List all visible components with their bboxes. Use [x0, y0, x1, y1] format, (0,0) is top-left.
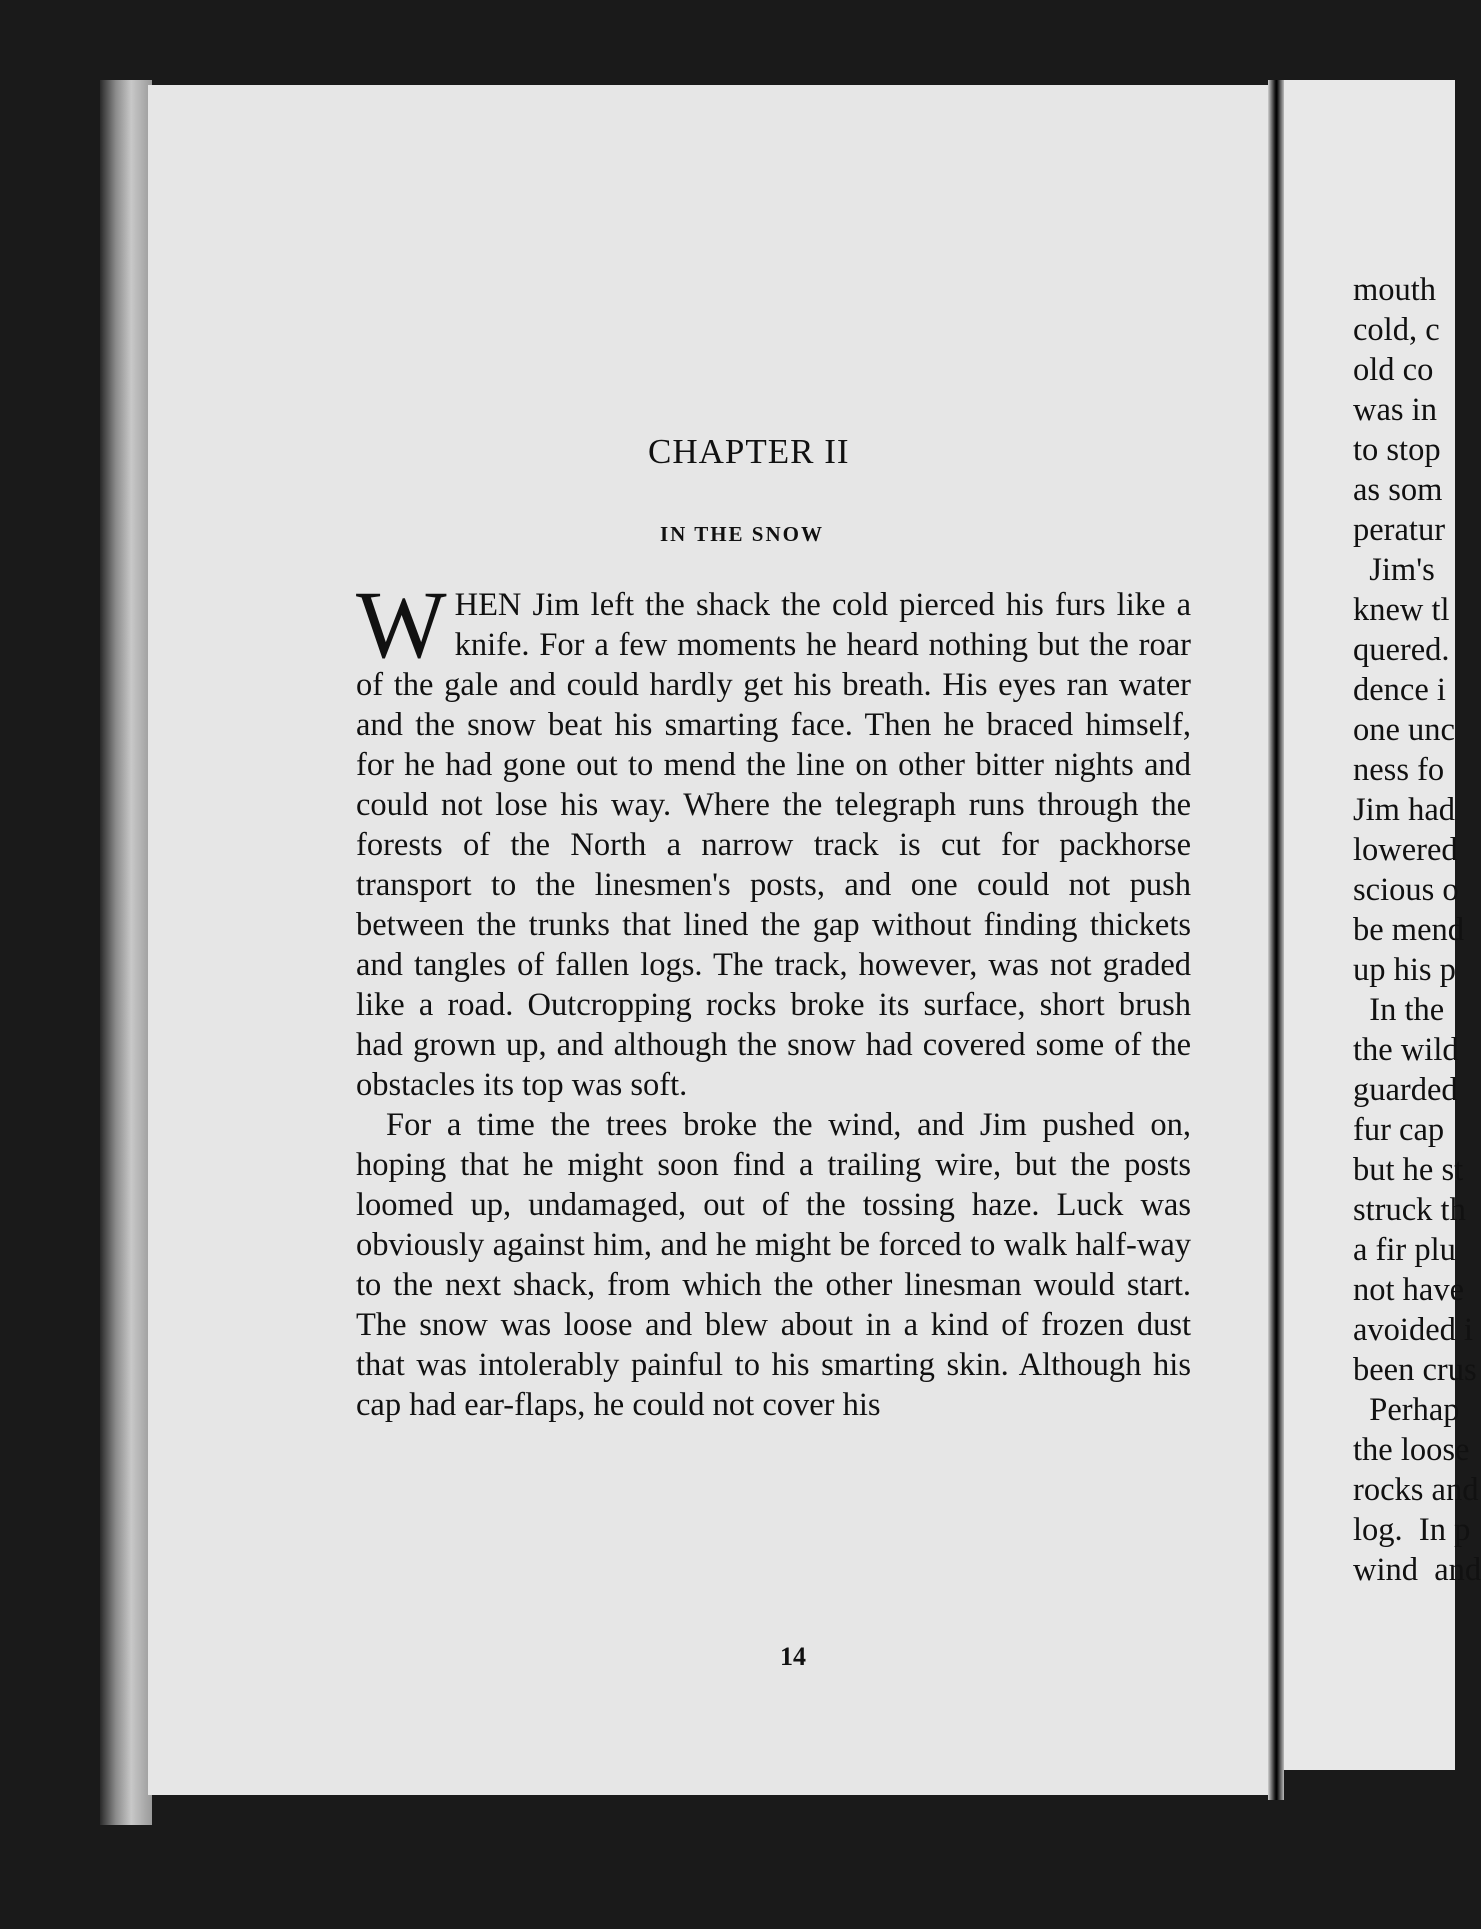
right-page-line: fur cap	[1353, 1112, 1445, 1148]
right-page-line: not have	[1353, 1272, 1465, 1308]
paragraph-2: For a time the trees broke the wind, and Jim pushed on, hoping that he might soon find a trailing wire, but the posts loomed up, undamaged, out of the tossing haze. Luck was obviously against him, and he might be forced to walk half-way to the next shack, from which the other linesman would start. The snow was loose and blew about in a kind of frozen dust that was intolerably painful to his smarting skin. Although his cap had ear-flaps, he could not cover his	[356, 1107, 1191, 1423]
paragraph-1-text: HEN Jim left the shack the cold pierced his furs like a knife. For a few moments he heard nothing but the roar of the gale and could hardly get his breath. His eyes ran water and the snow beat his smarting face. Then he braced himself, for he had gone out to mend the line on other bitter nights and could not lose his way. Where the telegraph runs through the forests of the North a narrow track is cut for packhorse transport to the linesmen's posts, and one could not push between the trunks that lined the gap without finding thickets and tangles of fallen logs. The track, however, was not graded like a road. Outcropping rocks broke its surface, short brush had grown up, and although the snow had covered some of the obstacles its top was soft.	[356, 587, 1191, 1103]
right-page-line: log. In p	[1353, 1512, 1471, 1548]
right-page-line: be mend	[1353, 912, 1465, 948]
right-page-line: been crus	[1353, 1352, 1477, 1388]
right-page-line: to stop	[1353, 432, 1441, 468]
right-page-line: a fir plu	[1353, 1232, 1456, 1268]
right-page-line: rocks and	[1353, 1472, 1479, 1508]
right-page-line: ness fo	[1353, 752, 1445, 788]
chapter-subtitle: IN THE SNOW	[660, 522, 824, 546]
book-spine-edge	[100, 80, 152, 1825]
right-page-line: Jim's	[1353, 552, 1435, 588]
right-page-line: knew tl	[1353, 592, 1450, 628]
right-page-line: dence i	[1353, 672, 1446, 708]
right-page-line: the loose	[1353, 1432, 1470, 1468]
right-page-line: cold, c	[1353, 312, 1440, 348]
right-page-text	[1353, 270, 1481, 1590]
drop-cap: W	[356, 571, 447, 678]
right-page-line: avoided i	[1353, 1312, 1474, 1348]
right-page-line: was in	[1353, 392, 1437, 428]
right-page-line: scious o	[1353, 872, 1459, 908]
chapter-title: CHAPTER II	[648, 432, 850, 471]
right-page-line: lowered	[1353, 832, 1458, 868]
book-gutter	[1268, 80, 1284, 1800]
right-page-line: wind and	[1353, 1552, 1481, 1588]
left-page-body	[356, 571, 1191, 1425]
right-page-line: as som	[1353, 472, 1443, 508]
right-page-line: but he st	[1353, 1152, 1464, 1188]
right-page-line: Perhap	[1353, 1392, 1460, 1428]
right-page-line: up his p	[1353, 952, 1456, 988]
page-number: 14	[780, 1642, 806, 1671]
right-page-line: mouth	[1353, 272, 1437, 308]
right-page-line: peratur	[1353, 512, 1446, 548]
paragraph-1	[356, 571, 1191, 1105]
right-page-line: Jim had	[1353, 792, 1456, 828]
right-page-line: old co	[1353, 352, 1434, 388]
right-page-line: one unc	[1353, 712, 1455, 748]
right-page-line: guarded	[1353, 1072, 1458, 1108]
right-page-line: struck th	[1353, 1192, 1466, 1228]
right-page-line: the wild	[1353, 1032, 1459, 1068]
right-page-line: In the	[1353, 992, 1445, 1028]
right-page-line: quered.	[1353, 632, 1450, 668]
